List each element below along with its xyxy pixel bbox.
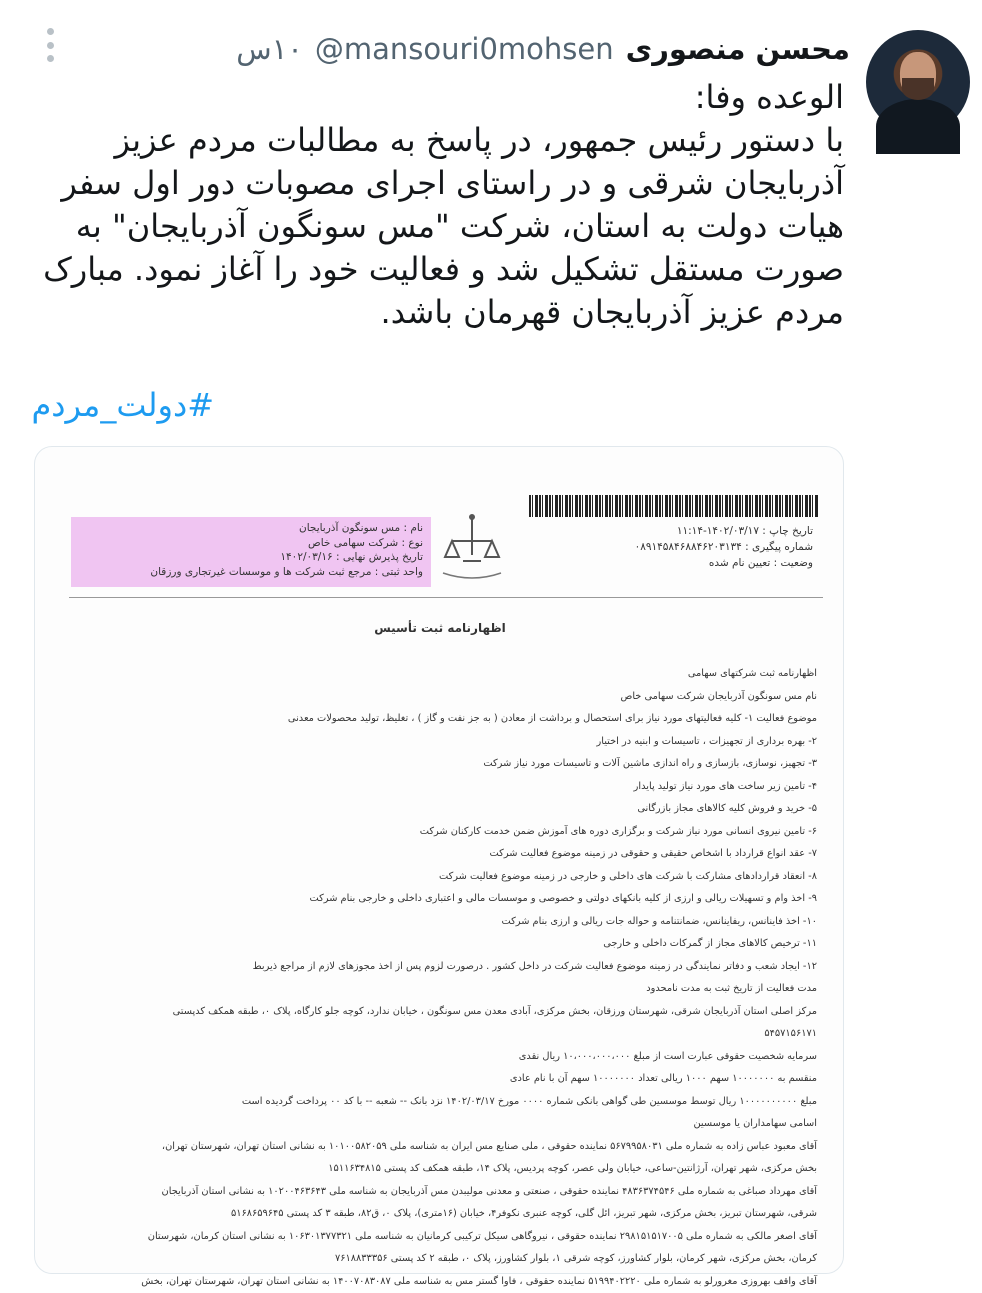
doc-line: ۷- عقد انواع قرارداد با اشخاص حقیقی و حقوقی در زمینه موضوع فعالیت شرکت	[57, 843, 817, 866]
tweet-line: با دستور رئیس جمهور، در پاسخ به مطالبات مردم عزیز	[54, 119, 844, 162]
document-lines	[57, 663, 817, 1293]
doc-line: سرمایه شخصیت حقوقی عبارت است از مبلغ ۱۰،۰۰۰،۰۰۰،۰۰۰ ریال نقدی	[57, 1046, 817, 1069]
doc-line: ۹- اخذ وام و تسهیلات ریالی و ارزی از کلیه بانکهای دولتی و خصوصی و موسسات مالی و اعتباری داخلی و خارجی بنام شرکت	[57, 888, 817, 911]
tweet-line: آذربایجان شرقی و در راستای اجرای مصوبات دور اول سفر	[54, 162, 844, 205]
company-summary-box	[71, 517, 431, 587]
company-type: نوع : شرکت سهامی خاص	[79, 536, 423, 551]
doc-line: مرکز اصلی استان آذربایجان شرقی، شهرستان ورزقان، بخش مرکزی، آبادی معدن مس سونگون ، خیابان ندارد، کوچه جلو کارگاه، پلاک ۰، طبقه همکف کدپستی	[57, 1001, 817, 1024]
more-options-icon[interactable]	[44, 28, 56, 62]
tweet-line: الوعده وفا:	[54, 76, 844, 119]
doc-line: مدت فعالیت از تاریخ ثبت به مدت نامحدود	[57, 978, 817, 1001]
registration-unit: واحد ثبتی : مرجع ثبت شرکت ها و موسسات غیرتجاری ورزقان	[79, 565, 423, 580]
document-meta	[551, 523, 813, 571]
doc-line: ۵- خرید و فروش کلیه کالاهای مجاز بازرگانی	[57, 798, 817, 821]
avatar[interactable]	[866, 30, 970, 134]
doc-line: آقای معبود عباس زاده به شماره ملی ۵۶۷۹۹۵۸۰۳۱ نماینده حقوقی ، ملی صنایع مس ایران به شناسه ملی ۱۰۱۰۰۵۸۲۰۵۹ به نشانی استان تهران، شهرستان تهران،	[57, 1136, 817, 1159]
tweet-body	[54, 76, 844, 334]
doc-line: ۱۱- ترخیص کالاهای مجاز از گمرکات داخلی و خارجی	[57, 933, 817, 956]
doc-line: موضوع فعالیت ۱- کلیه فعالیتهای مورد نیاز برای استحصال و برداشت از معادن ( به جز نفت و گاز ) ، تغلیظ، تولید محصولات معدنی	[57, 708, 817, 731]
registration-document	[51, 467, 829, 1267]
attached-image[interactable]	[34, 446, 844, 1274]
acceptance-date: تاریخ پذیرش نهایی : ۱۴۰۲/۰۳/۱۶	[79, 550, 423, 565]
doc-line: مبلغ ۱۰۰۰۰۰۰۰۰۰۰ ریال توسط موسسین طی گواهی بانکی شماره ۰۰۰۰ مورخ ۱۴۰۲/۰۳/۱۷ نزد بانک -- شعبه -- با کد ۰۰ پرداخت گردیده است	[57, 1091, 817, 1114]
doc-line: کرمان، بخش مرکزی، شهر کرمان، بلوار کشاورز، کوچه شرقی ۱، بلوار کشاورز، پلاک ۰، طبقه ۲ کد پستی ۷۶۱۸۸۳۳۳۵۶	[57, 1248, 817, 1271]
print-date: تاریخ چاپ : ۱۴۰۲/۰۳/۱۷-۱۱:۱۴	[551, 523, 813, 539]
tweet-line: مردم عزیز آذربایجان قهرمان باشد.	[54, 291, 844, 334]
tweet-line: صورت مستقل تشکیل شد و فعالیت خود را آغاز نمود. مبارک	[54, 248, 844, 291]
document-title: اظهارنامه ثبت تأسیس	[51, 621, 829, 635]
doc-line: منقسم به ۱۰۰۰۰۰۰۰ سهم ۱۰۰۰ ریالی تعداد ۱۰۰۰۰۰۰۰ سهم آن با نام عادی	[57, 1068, 817, 1091]
avatar-shoulders	[876, 99, 960, 154]
doc-line: ۸- انعقاد قراردادهای مشارکت با شرکت های داخلی و خارجی در زمینه موضوع فعالیت شرکت	[57, 866, 817, 889]
doc-line: بخش مرکزی، شهر تهران، آرژانتین-ساعی، خیابان ولی عصر، کوچه پردیس، پلاک ۱۴، طبقه همکف کد پستی ۱۵۱۱۶۳۴۸۱۵	[57, 1158, 817, 1181]
doc-line: اظهارنامه ثبت شرکتهای سهامی	[57, 663, 817, 686]
doc-line: آقای مهرداد صباغی به شماره ملی ۴۸۳۶۳۷۴۵۴۶ نماینده حقوقی ، صنعتی و معدنی مولیبدن مس آذربایجان به شناسه ملی ۱۰۲۰۰۴۶۳۶۴۳ به نشانی استان آذربایجان	[57, 1181, 817, 1204]
doc-line: آقای واقف بهروزی مغرورلو به شماره ملی ۵۱۹۹۴۰۲۲۲۰ نماینده حقوقی ، فاوا گستر مس به شناسه ملی ۱۴۰۰۷۰۸۳۰۸۷ به نشانی استان تهران، شهرستان تهران، بخش	[57, 1271, 817, 1293]
doc-line: ۶- تامین نیروی انسانی مورد نیاز شرکت و برگزاری دوره های آموزش ضمن خدمت کارکنان شرکت	[57, 821, 817, 844]
more-dot	[47, 55, 54, 62]
more-dot	[47, 42, 54, 49]
company-name: نام : مس سونگون آذربایجان	[79, 521, 423, 536]
doc-line: ۲- بهره برداری از تجهیزات ، تاسیسات و ابنیه در اختیار	[57, 731, 817, 754]
status: وضعیت : تعیین نام شده	[551, 555, 813, 571]
doc-line: ۱۰- اخذ فاینانس، ریفاینانس، ضمانتنامه و حواله جات ریالی و ارزی بنام شرکت	[57, 911, 817, 934]
tracking-number: شماره پیگیری : ۰۸۹۱۴۵۸۴۶۸۸۴۶۲۰۳۱۳۴	[551, 539, 813, 555]
hashtag-link[interactable]: #دولت_مردم	[31, 386, 214, 424]
divider	[69, 597, 823, 598]
barcode	[529, 495, 819, 517]
tweet-time[interactable]: ۱۰س	[236, 32, 303, 66]
more-dot	[47, 28, 54, 35]
tweet-header	[236, 32, 850, 66]
doc-line: شرقی، شهرستان تبریز، بخش مرکزی، شهر تبریز، ائل گلی، کوچه عنبری نکوفر۴، خیابان (۱۶متری)، پلاک ۰، ق۸۲، طبقه ۳ کد پستی ۵۱۶۸۶۵۹۶۴۵	[57, 1203, 817, 1226]
tweet-line: هیات دولت به استان، شرکت "مس سونگون آذربایجان" به	[54, 205, 844, 248]
doc-line: آقای اصغر مالکی به شماره ملی ۲۹۸۱۵۱۵۱۷۰۰۵ نماینده حقوقی ، نیروگاهی سیکل ترکیبی کرمانیان به شناسه ملی ۱۰۶۳۰۱۳۷۷۳۲۱ به نشانی استان کرمان، شهرستان	[57, 1226, 817, 1249]
display-name[interactable]: محسن منصوری	[626, 32, 850, 66]
doc-line: ۵۴۵۷۱۵۶۱۷۱	[57, 1023, 817, 1046]
doc-line: ۳- تجهیز، نوسازی، بازسازی و راه اندازی ماشین آلات و تاسیسات مورد نیاز شرکت	[57, 753, 817, 776]
doc-line: اسامی سهامداران یا موسسین	[57, 1113, 817, 1136]
user-handle[interactable]: @mansouri0mohsen	[315, 32, 614, 66]
emblem-icon	[437, 511, 507, 587]
avatar-beard	[902, 78, 934, 100]
doc-line: ۴- تامین زیر ساخت های مورد نیاز تولید پایدار	[57, 776, 817, 799]
doc-line: نام مس سونگون آذربایجان شرکت سهامی خاص	[57, 686, 817, 709]
doc-line: ۱۲- ایجاد شعب و دفاتر نمایندگی در زمینه موضوع فعالیت شرکت در داخل کشور . درصورت لزوم پس از اخذ مجوزهای لازم از مراجع ذیربط	[57, 956, 817, 979]
